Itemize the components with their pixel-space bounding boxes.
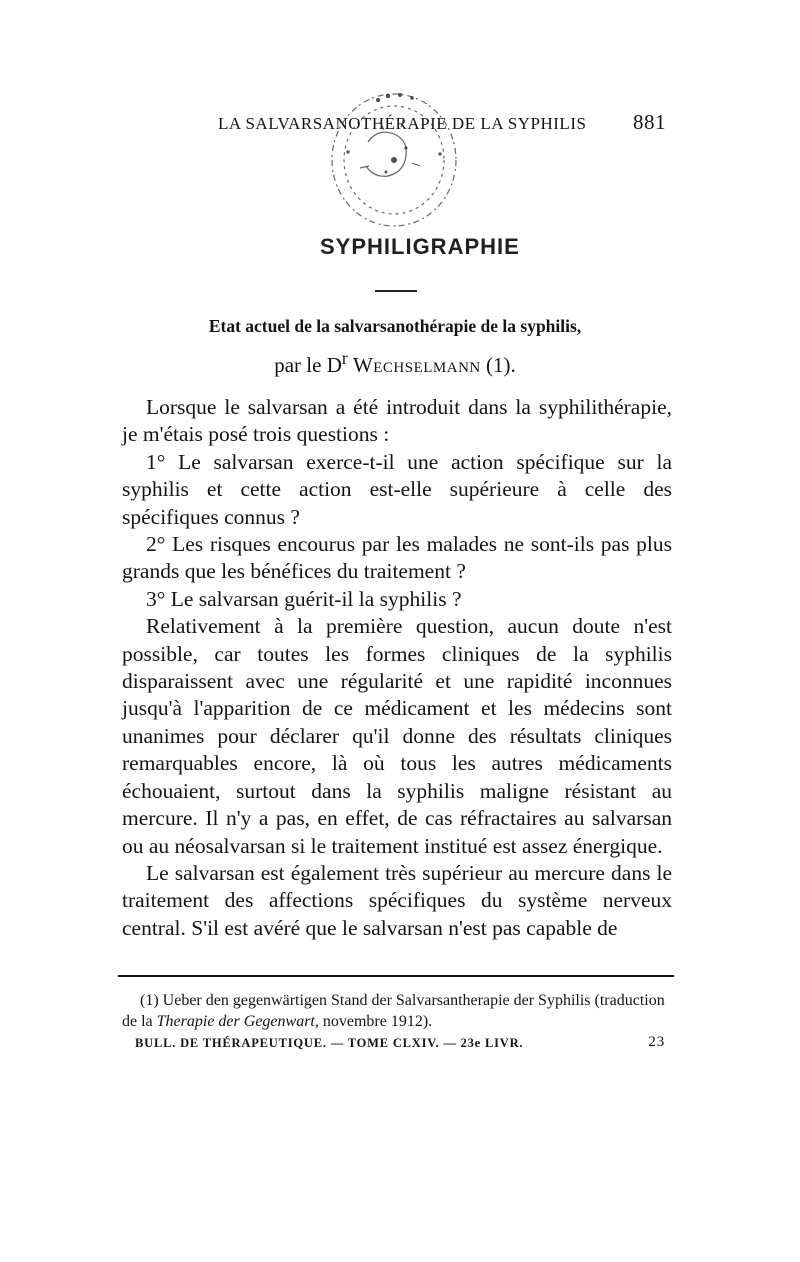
byline-prefix: par le D — [274, 353, 342, 377]
footnote-text: Ueber den gegenwärtigen Stand der Salvarsantherapie der Syphilis (traduction de la — [122, 992, 665, 1030]
footnote-reference: (1). — [486, 353, 516, 377]
body-text — [122, 394, 672, 942]
footnote-rule — [118, 975, 674, 977]
paragraph: 2° Les risques encourus par les malades ne sont-ils pas plus grands que les bénéfices du traitement ? — [122, 532, 672, 584]
footnote — [122, 990, 672, 1032]
stamp-label: SYPHILIGRAPHIE — [320, 234, 520, 259]
paragraph: Relativement à la première question, aucun doute n'est possible, car toutes les formes cliniques de la syphilis disparaissent avec une régularité et une rapidité inconnues jusqu'à l'apparition de ce médicament et les médecins sont unanimes pour déclarer qu'il donne des résultats cliniques remarquables encore, là où tous les autres médicaments échouaient, surtout dans la syphilis maligne résistant au mercure. Il n'y a pas, en effet, de cas réfractaires au salvarsan ou au néosalvarsan si le traitement institué est assez énergique. — [122, 614, 672, 858]
footnote-journal: Therapie der Gegenwart — [156, 1013, 315, 1030]
page-number: 881 — [633, 110, 666, 134]
running-title: LA SALVARSANOTHÉRAPIE DE LA SYPHILIS — [218, 114, 587, 133]
article-title: Etat actuel de la salvarsanothérapie de la syphilis, — [208, 316, 582, 336]
section-divider — [375, 290, 417, 292]
byline — [112, 348, 678, 378]
paragraph: 1° Le salvarsan exerce-t-il une action spécifique sur la syphilis et cette action est-elle supérieure à celle des spécifiques connus ? — [122, 449, 672, 529]
footnote-number: (1) — [140, 992, 159, 1009]
signature-number: 23 — [648, 1034, 665, 1050]
author-name: Wechselmann — [352, 353, 481, 377]
byline-superscript: r — [341, 348, 348, 368]
footnote-text-end: , novembre 1912). — [314, 1013, 433, 1030]
paragraph: 3° Le salvarsan guérit-il la syphilis ? — [146, 586, 462, 611]
footer-citation: BULL. DE THÉRAPEUTIQUE. — TOME CLXIV. — 23e LIVR. — [135, 1036, 524, 1050]
paragraph: Lorsque le salvarsan a été introduit dans la syphilithérapie, je m'étais posé trois questions : — [122, 395, 672, 447]
paragraph: Le salvarsan est également très supérieur au mercure dans le traitement des affections spécifiques du système nerveux central. S'il est avéré que le salvarsan n'est pas capable de — [122, 860, 672, 940]
